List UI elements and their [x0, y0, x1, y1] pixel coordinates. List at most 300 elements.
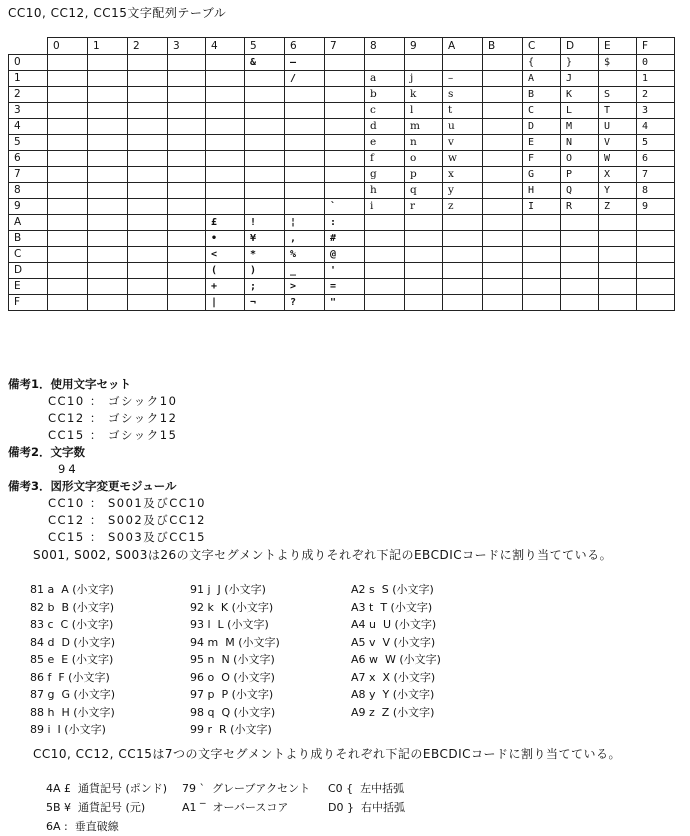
table-cell — [325, 71, 365, 87]
table-cell: Q — [561, 183, 599, 199]
table-cell — [483, 247, 523, 263]
table-cell — [285, 135, 325, 151]
table-cell: } — [561, 55, 599, 71]
table-cell — [128, 151, 168, 167]
table-corner — [9, 38, 48, 55]
table-cell: O — [561, 151, 599, 167]
table-cell: 9 — [637, 199, 675, 215]
table-cell — [48, 231, 88, 247]
table-cell — [88, 135, 128, 151]
code-entry: 88 h H (小文字) — [30, 705, 115, 719]
table-cell: $ — [599, 55, 637, 71]
column-header: F — [637, 38, 675, 55]
table-cell — [128, 183, 168, 199]
code-entry: 85 e E (小文字) — [30, 653, 114, 666]
table-cell — [128, 199, 168, 215]
column-header: 8 — [365, 38, 405, 55]
table-cell — [561, 279, 599, 295]
code-column-2 — [190, 581, 280, 739]
table-cell: t — [443, 103, 483, 119]
table-cell — [483, 119, 523, 135]
table-cell: £ — [206, 215, 245, 231]
table-cell — [48, 71, 88, 87]
row-header: 9 — [9, 199, 48, 215]
table-cell — [48, 183, 88, 199]
table-cell — [443, 263, 483, 279]
code-entry: 92 k K (小文字) — [190, 600, 274, 614]
note-2-value: 94 — [58, 462, 79, 476]
table-cell: w — [443, 151, 483, 167]
table-cell — [245, 103, 285, 119]
segment-paragraph-1: S001, S002, S003は26の文字セグメントより成りそれぞれ下記のEBCDICコードに割り当てている。 — [33, 548, 613, 562]
table-cell — [128, 231, 168, 247]
table-cell — [48, 151, 88, 167]
row-header: 7 — [9, 167, 48, 183]
table-cell — [48, 295, 88, 311]
table-cell — [88, 119, 128, 135]
code-entry: A1 ‾ オーバースコア — [182, 801, 289, 814]
segment-paragraph-2: CC10, CC12, CC15は7つの文字セグメントより成りそれぞれ下記のEBCDICコードに割り当てている。 — [33, 747, 621, 761]
row-header: 2 — [9, 87, 48, 103]
row-header: C — [9, 247, 48, 263]
row-header: F — [9, 295, 48, 311]
table-cell — [206, 151, 245, 167]
code-entry: 86 f F (小文字) — [30, 670, 110, 684]
symbol-column-3 — [328, 779, 405, 817]
table-cell — [206, 87, 245, 103]
table-cell — [365, 263, 405, 279]
table-cell: u — [443, 119, 483, 135]
table-cell — [405, 279, 443, 295]
row-header: B — [9, 231, 48, 247]
column-header: E — [599, 38, 637, 55]
table-cell: 8 — [637, 183, 675, 199]
row-header: A — [9, 215, 48, 231]
table-cell: M — [561, 119, 599, 135]
table-cell — [48, 167, 88, 183]
code-entry: 89 i I (小文字) — [30, 723, 106, 736]
table-cell: v — [443, 135, 483, 151]
table-cell: S — [599, 87, 637, 103]
table-cell: E — [523, 135, 561, 151]
table-row — [9, 103, 675, 119]
table-cell: k — [405, 87, 443, 103]
table-cell: = — [325, 279, 365, 295]
table-cell — [561, 215, 599, 231]
note-1-heading: 備考1．使用文字セット — [8, 377, 132, 391]
code-entry: A3 t T (小文字) — [351, 600, 433, 614]
table-cell — [325, 119, 365, 135]
table-cell — [285, 151, 325, 167]
row-header: 5 — [9, 135, 48, 151]
table-cell — [483, 263, 523, 279]
table-cell — [88, 231, 128, 247]
row-header: 6 — [9, 151, 48, 167]
code-entry: 6A : 垂直破線 — [46, 820, 119, 833]
code-entry: C0 { 左中括弧 — [328, 782, 405, 795]
code-entry: A4 u U (小文字) — [351, 618, 437, 631]
table-cell — [245, 151, 285, 167]
table-cell — [405, 247, 443, 263]
column-header: B — [483, 38, 523, 55]
table-cell: 5 — [637, 135, 675, 151]
table-cell — [88, 55, 128, 71]
table-cell — [285, 119, 325, 135]
table-row — [9, 263, 675, 279]
table-cell: % — [285, 247, 325, 263]
table-cell: J — [561, 71, 599, 87]
row-header: E — [9, 279, 48, 295]
table-cell — [88, 71, 128, 87]
table-cell — [523, 215, 561, 231]
table-cell — [443, 55, 483, 71]
table-row — [9, 279, 675, 295]
table-cell: x — [443, 167, 483, 183]
table-cell — [48, 87, 88, 103]
code-entry: 79 ` グレーブアクセント — [182, 782, 311, 795]
table-cell — [206, 199, 245, 215]
table-cell — [88, 247, 128, 263]
table-cell — [48, 215, 88, 231]
table-cell: # — [325, 231, 365, 247]
table-cell — [128, 167, 168, 183]
table-cell: – — [285, 55, 325, 71]
table-cell — [168, 199, 206, 215]
column-header: 7 — [325, 38, 365, 55]
code-entry: A5 v V (小文字) — [351, 635, 436, 649]
row-header: 1 — [9, 71, 48, 87]
table-cell — [206, 167, 245, 183]
row-header: 4 — [9, 119, 48, 135]
table-cell — [168, 247, 206, 263]
table-cell: H — [523, 183, 561, 199]
table-cell — [325, 87, 365, 103]
table-cell: > — [285, 279, 325, 295]
table-cell — [637, 263, 675, 279]
code-entry: A7 x X (小文字) — [351, 670, 436, 684]
table-cell: ¥ — [245, 231, 285, 247]
note-3-item: CC10 ： S001及びCC10 — [48, 496, 206, 510]
column-header: 4 — [206, 38, 245, 55]
table-cell — [206, 183, 245, 199]
code-column-1 — [30, 581, 115, 739]
code-entry: 5B ¥ 通貨記号 (元) — [46, 801, 146, 814]
table-cell: ¬ — [245, 295, 285, 311]
table-row — [9, 247, 675, 263]
table-cell — [285, 103, 325, 119]
table-cell — [206, 103, 245, 119]
code-entry: 98 q Q (小文字) — [190, 705, 276, 719]
table-row — [9, 151, 675, 167]
table-cell: f — [365, 151, 405, 167]
table-cell: P — [561, 167, 599, 183]
table-cell — [88, 167, 128, 183]
table-cell — [168, 167, 206, 183]
table-cell — [325, 55, 365, 71]
table-cell: q — [405, 183, 443, 199]
table-cell — [88, 103, 128, 119]
table-cell: L — [561, 103, 599, 119]
table-cell: K — [561, 87, 599, 103]
column-header: 3 — [168, 38, 206, 55]
code-entry: 82 b B (小文字) — [30, 600, 115, 614]
row-header: 0 — [9, 55, 48, 71]
table-cell — [325, 183, 365, 199]
table-cell — [48, 55, 88, 71]
table-cell: " — [325, 295, 365, 311]
table-cell — [523, 247, 561, 263]
code-entry: 99 r R (小文字) — [190, 723, 272, 736]
table-cell — [128, 55, 168, 71]
table-cell — [365, 231, 405, 247]
table-cell — [128, 119, 168, 135]
table-cell — [405, 215, 443, 231]
table-cell — [365, 247, 405, 263]
table-cell — [88, 87, 128, 103]
table-cell — [599, 263, 637, 279]
table-cell: ( — [206, 263, 245, 279]
table-cell: o — [405, 151, 443, 167]
table-cell — [443, 279, 483, 295]
table-cell — [443, 247, 483, 263]
table-cell: 0 — [637, 55, 675, 71]
table-cell: A — [523, 71, 561, 87]
column-header: 5 — [245, 38, 285, 55]
table-cell: ? — [285, 295, 325, 311]
table-cell — [88, 263, 128, 279]
table-cell — [168, 295, 206, 311]
table-cell — [88, 295, 128, 311]
table-cell — [523, 263, 561, 279]
table-cell — [483, 55, 523, 71]
table-cell — [325, 135, 365, 151]
table-cell: & — [245, 55, 285, 71]
symbol-column-1 — [46, 779, 167, 836]
table-cell: p — [405, 167, 443, 183]
code-entry: 81 a A (小文字) — [30, 583, 114, 596]
table-cell — [245, 71, 285, 87]
table-cell — [285, 87, 325, 103]
table-cell: _ — [285, 263, 325, 279]
table-cell — [168, 263, 206, 279]
table-cell: ` — [325, 199, 365, 215]
table-cell: y — [443, 183, 483, 199]
table-cell: < — [206, 247, 245, 263]
table-cell — [599, 71, 637, 87]
table-cell: Y — [599, 183, 637, 199]
table-cell — [168, 183, 206, 199]
table-cell — [483, 231, 523, 247]
table-cell — [365, 279, 405, 295]
page-title: CC10, CC12, CC15文字配列テーブル — [8, 6, 227, 20]
table-cell — [245, 135, 285, 151]
table-header-row — [9, 38, 675, 55]
table-cell — [599, 215, 637, 231]
table-cell: F — [523, 151, 561, 167]
table-cell: 3 — [637, 103, 675, 119]
table-cell — [405, 55, 443, 71]
table-cell — [483, 199, 523, 215]
table-cell — [128, 135, 168, 151]
table-row — [9, 87, 675, 103]
table-cell: b — [365, 87, 405, 103]
table-cell — [128, 71, 168, 87]
table-cell — [48, 103, 88, 119]
table-cell: ; — [245, 279, 285, 295]
table-cell: l — [405, 103, 443, 119]
table-cell — [637, 247, 675, 263]
table-cell: j — [405, 71, 443, 87]
table-cell — [206, 119, 245, 135]
code-entry: A8 y Y (小文字) — [351, 688, 435, 701]
table-cell — [206, 55, 245, 71]
table-cell — [443, 231, 483, 247]
table-cell: ' — [325, 263, 365, 279]
table-cell — [48, 135, 88, 151]
table-cell — [48, 247, 88, 263]
table-cell — [561, 295, 599, 311]
table-cell: ) — [245, 263, 285, 279]
table-cell — [561, 247, 599, 263]
table-cell — [168, 231, 206, 247]
table-cell — [88, 151, 128, 167]
table-cell — [483, 151, 523, 167]
table-cell — [325, 167, 365, 183]
column-header: C — [523, 38, 561, 55]
table-cell: W — [599, 151, 637, 167]
table-cell — [561, 263, 599, 279]
table-cell: s — [443, 87, 483, 103]
table-row — [9, 135, 675, 151]
code-entry: 96 o O (小文字) — [190, 670, 275, 684]
table-cell: n — [405, 135, 443, 151]
row-header: D — [9, 263, 48, 279]
table-cell: r — [405, 199, 443, 215]
note-2-heading: 備考2．文字数 — [8, 445, 86, 459]
table-cell — [483, 71, 523, 87]
table-cell: C — [523, 103, 561, 119]
table-row — [9, 231, 675, 247]
table-cell: Z — [599, 199, 637, 215]
table-cell — [483, 103, 523, 119]
note-3-heading: 備考3．図形文字変更モジュール — [8, 479, 177, 493]
table-cell: B — [523, 87, 561, 103]
table-cell: e — [365, 135, 405, 151]
column-header: 2 — [128, 38, 168, 55]
column-header: 1 — [88, 38, 128, 55]
table-cell — [168, 151, 206, 167]
table-cell — [168, 87, 206, 103]
code-entry: 94 m M (小文字) — [190, 635, 280, 649]
table-row — [9, 167, 675, 183]
code-entry: 87 g G (小文字) — [30, 688, 116, 701]
table-cell — [206, 135, 245, 151]
table-cell — [405, 263, 443, 279]
table-cell: ! — [245, 215, 285, 231]
table-cell — [365, 295, 405, 311]
table-cell — [48, 199, 88, 215]
table-cell: D — [523, 119, 561, 135]
table-cell — [245, 167, 285, 183]
table-cell — [523, 295, 561, 311]
table-cell — [128, 263, 168, 279]
table-cell: 7 — [637, 167, 675, 183]
table-cell — [128, 215, 168, 231]
table-cell: 6 — [637, 151, 675, 167]
table-cell — [443, 215, 483, 231]
table-cell — [168, 71, 206, 87]
code-entry: 95 n N (小文字) — [190, 653, 275, 666]
table-cell — [48, 263, 88, 279]
table-row — [9, 215, 675, 231]
table-row — [9, 295, 675, 311]
table-cell — [443, 295, 483, 311]
table-cell — [637, 215, 675, 231]
table-cell: g — [365, 167, 405, 183]
table-cell — [168, 103, 206, 119]
table-cell: 4 — [637, 119, 675, 135]
table-cell: V — [599, 135, 637, 151]
table-cell — [88, 199, 128, 215]
note-1-item: CC12 ： ゴシック12 — [48, 411, 178, 425]
table-cell — [637, 231, 675, 247]
table-cell — [88, 279, 128, 295]
table-cell — [483, 183, 523, 199]
table-cell — [523, 279, 561, 295]
code-entry: 84 d D (小文字) — [30, 635, 116, 649]
table-cell — [168, 119, 206, 135]
table-cell: * — [245, 247, 285, 263]
table-cell: c — [365, 103, 405, 119]
table-cell: | — [206, 295, 245, 311]
table-cell: ¦ — [285, 215, 325, 231]
table-cell — [168, 55, 206, 71]
table-cell — [128, 247, 168, 263]
table-cell — [599, 295, 637, 311]
table-cell — [523, 231, 561, 247]
table-cell — [168, 135, 206, 151]
table-cell: i — [365, 199, 405, 215]
table-cell — [405, 231, 443, 247]
table-row — [9, 183, 675, 199]
table-cell — [405, 295, 443, 311]
code-entry: 91 j J (小文字) — [190, 583, 266, 596]
character-table — [8, 37, 675, 311]
table-row — [9, 199, 675, 215]
table-cell: T — [599, 103, 637, 119]
table-cell: G — [523, 167, 561, 183]
table-cell — [245, 87, 285, 103]
table-cell — [365, 55, 405, 71]
code-entry: 93 l L (小文字) — [190, 618, 269, 631]
table-cell: – — [443, 71, 483, 87]
table-cell: I — [523, 199, 561, 215]
table-cell: : — [325, 215, 365, 231]
table-cell: N — [561, 135, 599, 151]
table-cell — [483, 87, 523, 103]
table-cell — [88, 183, 128, 199]
table-cell — [285, 199, 325, 215]
table-cell — [128, 87, 168, 103]
code-entry: D0 } 右中括弧 — [328, 801, 405, 814]
column-header: 0 — [48, 38, 88, 55]
table-cell — [245, 199, 285, 215]
table-cell — [285, 167, 325, 183]
table-cell — [483, 135, 523, 151]
notes-section — [8, 376, 206, 546]
table-cell: m — [405, 119, 443, 135]
table-cell — [325, 151, 365, 167]
